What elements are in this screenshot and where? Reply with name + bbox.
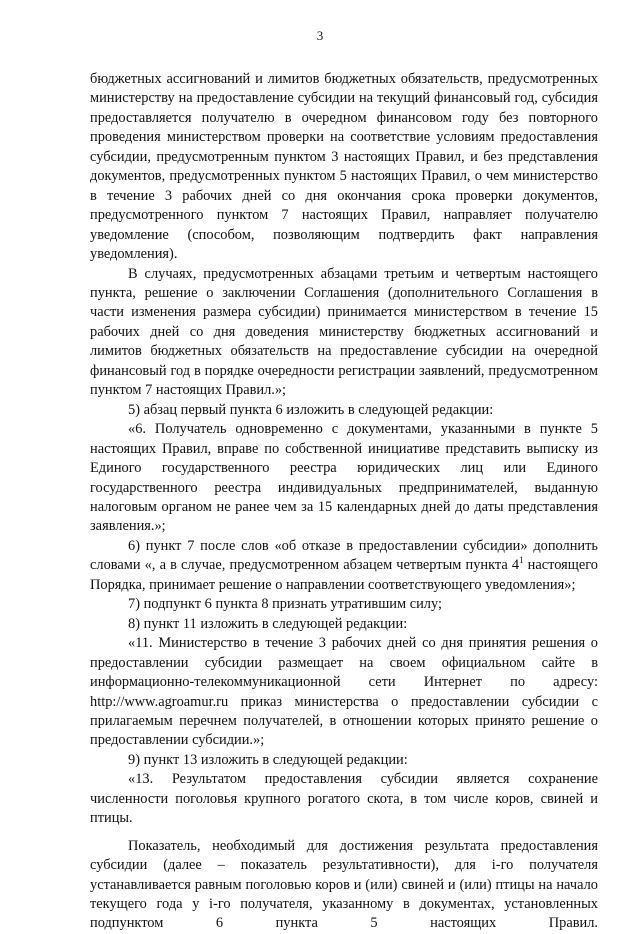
paragraph-amendment-5: 5) абзац первый пункта 6 изложить в следующей редакции:: [128, 401, 494, 418]
paragraph-clause-11: «11. Министерство в течение 3 рабочих дней со дня принятия решения о предоставлении субсидии размещает на своем официальном сайте в информационно-телекоммуникационной сети Интернет по адресу: http://www.agroamur.ru приказ министерства о предоставлении субсидии с прилагаемым перечнем получателей, в отношении которых принято решение о предоставлении субсидии.»;: [90, 635, 598, 749]
paragraph-amendment-7: 7) подпункт 6 пункта 8 признать утратившим силу;: [128, 596, 442, 613]
paragraph-amendment-6: [90, 537, 598, 595]
paragraph-clause-13: «13. Результатом предоставления субсидии является сохранение численности поголовья крупного рогатого скота, в том числе коров, свиней и птицы.: [90, 771, 598, 827]
paragraph-clause-6: «6. Получатель одновременно с документами, указанными в пункте 5 настоящих Правил, вправе по собственной инициативе представить выписку из Единого государственного реестра юридических лиц или Единого государственного реестра индивидуальных предпринимателей, выданную налоговым органом не ранее чем за 15 календарных дней до даты представления заявления.»;: [90, 421, 598, 535]
paragraph-indicator: Показатель, необходимый для достижения результата предоставления субсидии (далее – показатель результативности), для i-го получателя устанавливается равным поголовью коров и (или) свиней и (или) птицы на начало текущего года у i-го получателя, указанному в документах, установленных подпунктом 6 пункта 5 настоящих Правил.: [90, 837, 598, 932]
document-body: [90, 70, 598, 934]
paragraph-cases: В случаях, предусмотренных абзацами третьим и четвертым настоящего пункта, решение о заключении Соглашения (дополнительного Соглашения в части изменения размера субсидии) принимается министерством в течение 15 рабочих дней со дня доведения министерству бюджетных ассигнований и лимитов бюджетных обязательств на предоставление субсидии на очередной финансовый год в порядке очередности регистрации заявлений, предусмотренном пунктом 7 настоящих Правил.»;: [90, 265, 598, 399]
paragraph-continuation: бюджетных ассигнований и лимитов бюджетных обязательств, предусмотренных министерству на предоставление субсидии на текущий финансовый год, субсидия предоставляется получателю в очередном финансовом году без повторного проведения министерством проверки на соответствие условиям предоставления субсидии, предусмотренным пунктом 3 настоящих Правил, и без представления документов, предусмотренных пунктом 5 настоящих Правил, о чем министерство в течение 3 рабочих дней со дня окончания срока проверки документов, предусмотренного пунктом 7 настоящих Правил, направляет получателю уведомление (способом, позволяющим подтвердить факт направления уведомления).: [90, 71, 598, 263]
amendment-6-text-before: 6) пункт 7 после слов «об отказе в предоставлении субсидии» дополнить словами «, а в случае, предусмотренном абзацем четвертым пункта 4: [90, 537, 598, 574]
superscript-number: 1: [519, 555, 524, 566]
page-number: 3: [316, 28, 324, 43]
paragraph-amendment-9: 9) пункт 13 изложить в следующей редакции:: [128, 751, 408, 768]
paragraph-amendment-8: 8) пункт 11 изложить в следующей редакции:: [128, 615, 408, 632]
amendment-6-text-after: настоящего Порядка, принимает решение о направлении соответствующего уведомления»;: [90, 557, 599, 593]
